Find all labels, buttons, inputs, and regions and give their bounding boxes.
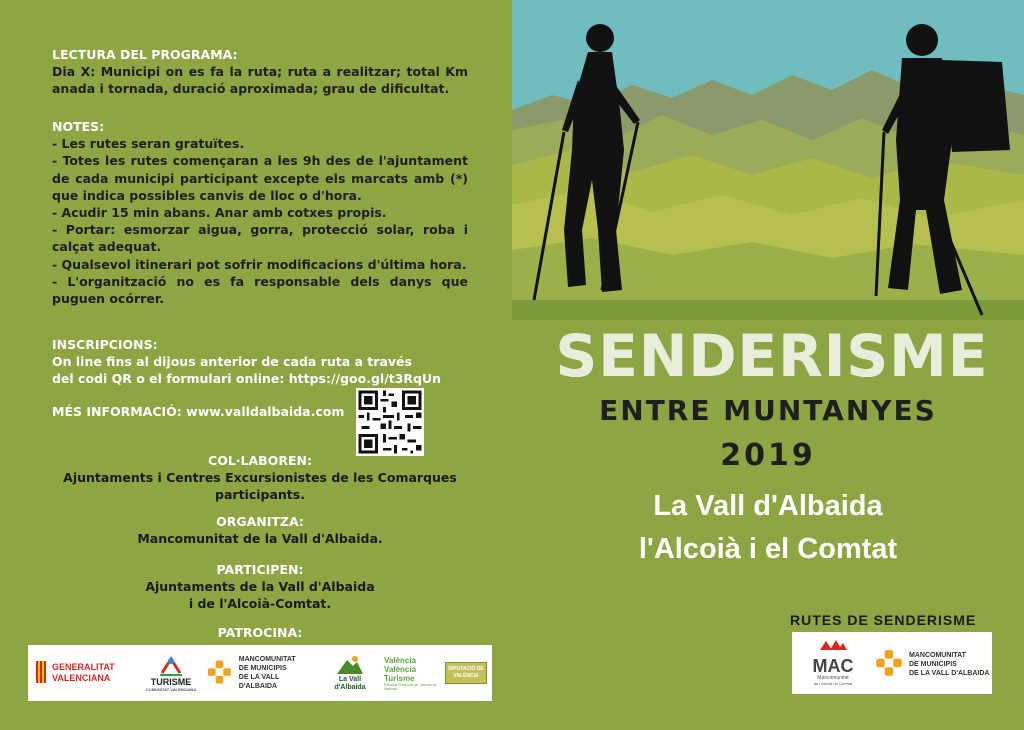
participants-line: Ajuntaments de la Vall d'Albaida bbox=[145, 579, 375, 594]
participants-heading: PARTICIPEN: bbox=[216, 562, 304, 577]
turisme-icon bbox=[156, 655, 186, 677]
organiza-text: Mancomunitat de la Vall d'Albaida. bbox=[137, 531, 383, 546]
notes-item: - Qualsevol itinerari pot sofrir modificacions d'última hora. bbox=[52, 256, 467, 272]
dip-line: VALÈNCIA bbox=[453, 673, 479, 679]
generalitat-logo bbox=[34, 645, 126, 701]
organiza-heading: ORGANITZA: bbox=[216, 514, 304, 529]
right-logos bbox=[792, 632, 992, 694]
mancomunitat-line: DE LA VALL D'ALBAIDA bbox=[909, 669, 990, 677]
dip-line: DIPUTACIÓ DE bbox=[448, 666, 484, 672]
mancomunitat-logo bbox=[206, 645, 316, 701]
mancomunitat-line: DE MUNICIPIS bbox=[238, 665, 287, 672]
vall-line: La Vall bbox=[338, 676, 362, 683]
region-line: La Vall d'Albaida bbox=[653, 490, 883, 522]
sponsor-logos bbox=[28, 645, 492, 701]
mac-text: MAC bbox=[812, 656, 854, 676]
sponsor-section bbox=[40, 624, 480, 641]
subtitle-year: 2019 bbox=[720, 438, 816, 473]
mac-sub: Mancomunitat bbox=[817, 675, 849, 681]
qr-code[interactable] bbox=[356, 388, 424, 456]
vall-albaida-logo bbox=[324, 645, 376, 701]
inscriptions-heading: INSCRIPCIONS: bbox=[52, 337, 158, 352]
mac-sub: de l'Alcoià i el Comtat bbox=[813, 681, 853, 686]
inscriptions-section bbox=[52, 336, 468, 388]
notes-item: - Totes les rutes començaran a les 9h des de l'ajuntament de cada municipi participant excepte els marcats amb (*) que indica possibles canvis de lloc o d'hora. bbox=[52, 153, 468, 203]
mancomunitat-line: DE MUNICIPIS bbox=[909, 660, 957, 668]
participants-section bbox=[40, 561, 480, 612]
valencia-turisme-logo bbox=[384, 645, 442, 701]
mac-logo bbox=[798, 638, 868, 688]
diputacio-logo bbox=[444, 645, 488, 701]
main-title: SENDERISME bbox=[555, 322, 989, 390]
mancomunitat-line: DE LA VALL D'ALBAIDA bbox=[238, 674, 280, 690]
hikers-photo bbox=[512, 0, 1024, 320]
mancomunitat-icon bbox=[874, 648, 906, 680]
sponsor-heading: PATROCINA: bbox=[217, 625, 303, 640]
collab-section bbox=[40, 452, 480, 503]
collab-line: Ajuntaments i Centres Excursionistes de les Comarques bbox=[63, 470, 457, 485]
program-section bbox=[52, 46, 468, 98]
right-panel bbox=[512, 0, 1024, 730]
mountain-icon bbox=[335, 654, 365, 676]
mancomunitat-line: MANCOMUNITAT bbox=[909, 651, 966, 659]
notes-heading: NOTES: bbox=[52, 119, 105, 134]
inscriptions-line: del codi QR o el formulari online: https://goo.gl/t3RqUn bbox=[52, 371, 442, 387]
region-line: l'Alcoià i el Comtat bbox=[638, 533, 898, 565]
notes-item: - Les rutes seran gratuïtes. bbox=[52, 136, 245, 152]
collab-heading: COL·LABOREN: bbox=[208, 453, 312, 468]
turisme-sub: COMUNITAT VALENCIANA bbox=[145, 686, 197, 692]
turisme-text: TURISME bbox=[150, 676, 192, 687]
notes-section bbox=[52, 118, 468, 307]
mancomunitat-line: MANCOMUNITAT bbox=[238, 656, 296, 663]
vt-sub: Patronat Provincial de Turisme de València bbox=[384, 682, 437, 691]
organiza-section bbox=[40, 513, 480, 547]
program-text: Dia X: Municipi on es fa la ruta; ruta a realitzar; total Km anada i tornada, duració aproximada; grau de dificultat. bbox=[52, 64, 468, 97]
program-heading: LECTURA DEL PROGRAMA: bbox=[52, 47, 238, 62]
subtitle-line: ENTRE MUNTANYES bbox=[599, 394, 937, 427]
generalitat-shield-icon bbox=[34, 659, 48, 687]
routes-label: RUTES DE SENDERISME bbox=[790, 612, 977, 628]
inscriptions-line: On line fins al dijous anterior de cada ruta a través bbox=[52, 354, 412, 370]
vt-line: Turisme bbox=[384, 673, 415, 683]
collab-line: participants. bbox=[215, 487, 305, 502]
mancomunitat-icon bbox=[206, 658, 235, 688]
vt-line: València bbox=[384, 664, 417, 674]
vt-line: València bbox=[384, 655, 417, 665]
more-info[interactable]: MÉS INFORMACIÓ: www.valldalbaida.com bbox=[52, 404, 345, 419]
turisme-logo bbox=[136, 645, 206, 701]
generalitat-line: GENERALITAT bbox=[52, 662, 115, 672]
vall-line: d'Albaida bbox=[334, 684, 366, 691]
notes-item: - Acudir 15 min abans. Anar amb cotxes propis. bbox=[52, 205, 387, 221]
participants-line: i de l'Alcoià-Comtat. bbox=[188, 596, 332, 611]
mancomunitat-logo-right bbox=[874, 642, 990, 686]
notes-item: - L'organització no es fa responsable dels danys que puguen ocórrer. bbox=[52, 273, 468, 307]
generalitat-line: VALENCIANA bbox=[52, 673, 111, 683]
notes-item: - Portar: esmorzar aigua, gorra, protecció solar, roba i calçat adequat. bbox=[52, 222, 468, 255]
hikers-landscape-image bbox=[512, 0, 1024, 320]
mac-mountain-icon bbox=[818, 638, 848, 652]
